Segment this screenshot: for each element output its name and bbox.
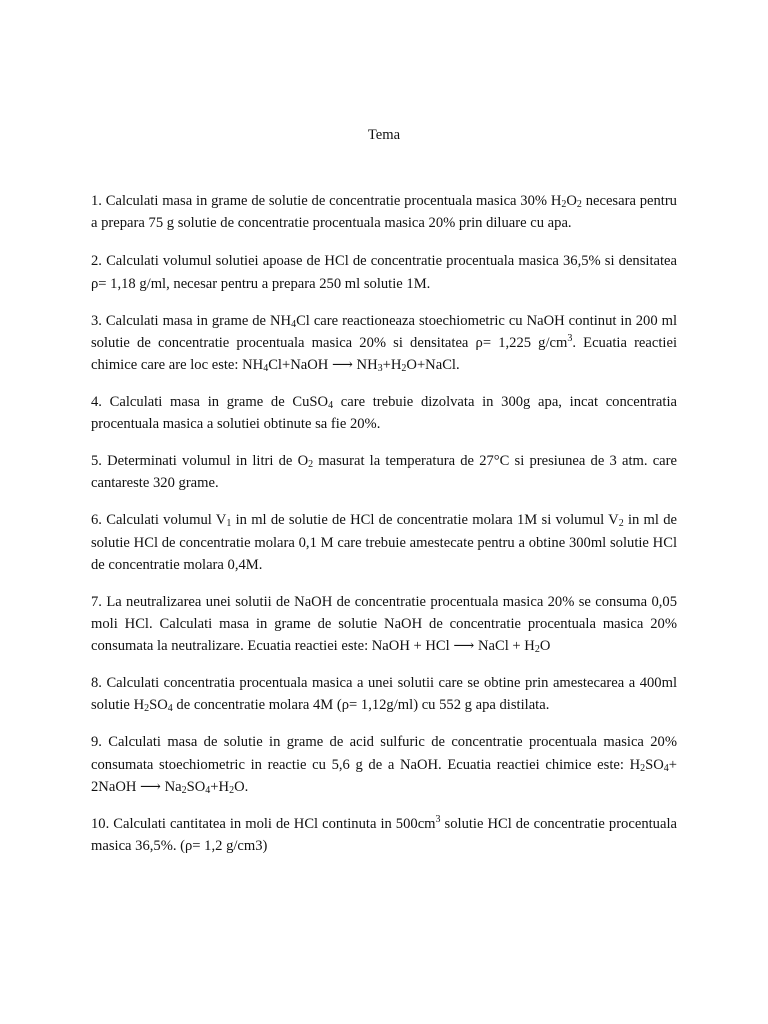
problem-number: 1. [91, 193, 102, 209]
problem-4: 4. Calculati masa in grame de CuSO$_4$ care trebuie dizolvata in 300g apa, incat concentratia procentuala masica a solutiei obtinute sa fie 20%. [91, 394, 677, 433]
problem-9: 9. Calculati masa de solutie in grame de acid sulfuric de concentratie procentuala masica 20% consumata stoechiometric in reactie cu 5,6 g de a NaOH. Ecuatia reactiei chimice este: $H_2SO_4+$ 2NaOH ⟶ $Na_2SO_4+H_2O$. [91, 734, 677, 796]
problem-3: 3. Calculati masa in grame de $NH_4Cl$ care reactioneaza stoechiometric cu NaOH continut in 200 ml solutie de concentratie procentuala masica 20% si densitatea ρ= 1,225 $g/cm^3$. Ecuatia reactiei chimice care are loc este: $NH_4Cl+NaOH$ ⟶ $NH_3+H_2O+NaCl$. [91, 312, 677, 375]
problem-number: 8. [91, 675, 102, 692]
problem-number: 2. [91, 253, 102, 270]
problem-8: 8. Calculati concentratia procentuala masica a unei solutii care se obtine prin amestecarea a 400ml solutie $H_2SO_4$ de concentratie molara 4M (ρ= 1,12g/ml) cu 552 g apa distilata. [91, 675, 677, 715]
problem-number: 4. [91, 394, 102, 411]
problem-10: 10. Calculati cantitatea in moli de HCl continuta in $500cm^3$ solutie HCl de concentratie procentuala masica 36,5%. (ρ= 1,2 g/cm3) [91, 813, 677, 855]
problem-number: 9. [91, 734, 102, 751]
problem-number: 5. [91, 453, 102, 470]
problem-number: 7. [91, 593, 102, 610]
problem-7: 7. La neutralizarea unei solutii de NaOH de concentratie procentuala masica 20% se consuma 0,05 moli HCl. Calculati masa in grame de solutie NaOH de concentratie procentuala masica 20% consumata la neutralizare. Ecuatia reactiei este: NaOH + HCl ⟶ NaCl + $H_2O$ [91, 593, 677, 656]
problem-number: 10. [91, 815, 110, 832]
problem-2: 2. Calculati volumul solutiei apoase de HCl de concentratie procentuala masica 36,5% si densitatea ρ= 1,18 g/ml, necesar pentru a prepara 250 ml solutie 1M. [91, 253, 677, 292]
problem-5: 5. Determinati volumul in litri de $O_2$ masurat la temperatura de 27°C si presiunea de 3 atm. care cantareste 320 grame. [91, 453, 677, 492]
problem-6: 6. Calculati volumul $V_1$ in ml de solutie de HCl de concentratie molara 1M si volumul $V_2$ in ml de solutie HCl de concentratie molara 0,1 M care trebuie amestecate pentru a obtine 300ml solutie HCl de concentratie molara 0,4M. [91, 512, 677, 573]
problem-list [91, 190, 677, 872]
page-title: Tema [367, 127, 401, 143]
problem-1: 1. Calculati masa in grame de solutie de concentratie procentuala masica 30% $H_2O_2$ necesara pentru a prepara 75 g solutie de concentratie procentuala masica 20% prin diluare cu apa. [91, 193, 677, 232]
problem-number: 3. [91, 312, 102, 329]
problem-number: 6. [91, 512, 102, 529]
